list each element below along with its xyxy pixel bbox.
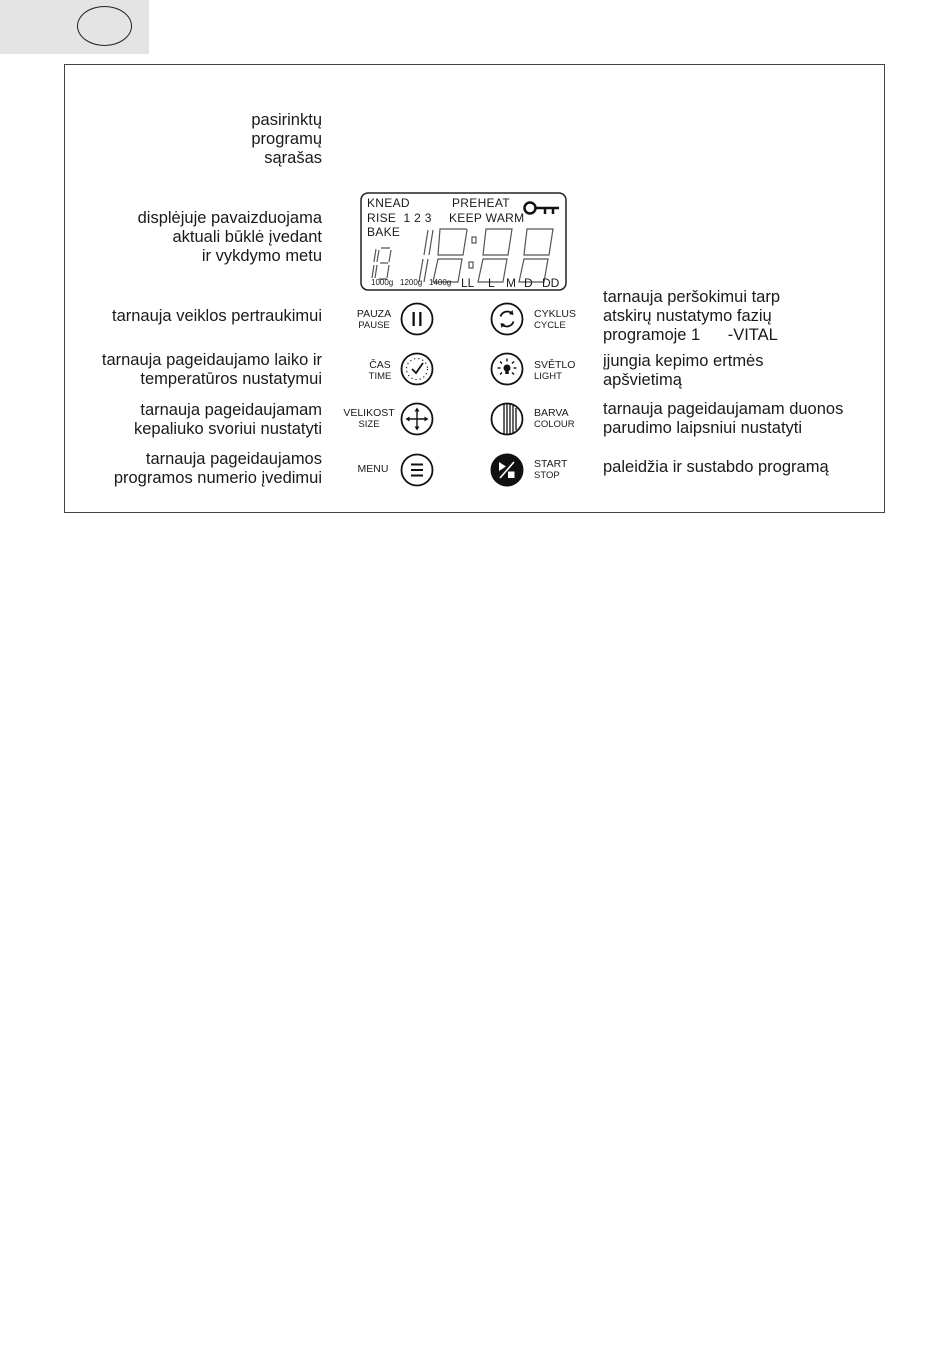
display-state-label [138, 209, 322, 266]
menu-label-main: MENU [357, 463, 389, 475]
pause-label-sub: PAUSE [358, 320, 390, 331]
hour-digit-2 [433, 229, 467, 282]
cycle-description [603, 288, 780, 345]
lcd-browning-d: D [524, 276, 533, 290]
clock-icon [407, 359, 428, 380]
light-label-sub: LIGHT [534, 371, 562, 382]
program-list-line-1: pasirinktų [251, 111, 322, 129]
start-label-main: START [534, 458, 568, 470]
time-description-line-1: tarnauja pageidaujamo laiko ir [101, 351, 322, 369]
cycle-button[interactable] [490, 302, 524, 336]
page-corner-tab [0, 0, 149, 54]
cycle-icon [501, 310, 514, 328]
pause-label-main: PAUZA [356, 308, 392, 320]
lcd-weight-1000: 1000g [371, 278, 394, 287]
pause-button-label [355, 309, 393, 331]
lcd-preheat: PREHEAT [452, 196, 510, 210]
light-description [603, 352, 764, 390]
cycle-description-line-1: tarnauja peršokimui tarp [603, 288, 781, 306]
colour-description [603, 400, 843, 438]
size-label-main: VELIKOST [343, 407, 395, 419]
display-state-line-3: ir vykdymo metu [201, 247, 322, 265]
menu-description [114, 450, 322, 488]
display-state-line-2: aktuali būklė įvedant [172, 228, 322, 246]
lcd-display [360, 192, 567, 291]
cycle-button-label [534, 309, 576, 331]
time-label-main: ČAS [369, 359, 391, 371]
lcd-keep-warm: KEEP WARM [449, 211, 525, 225]
colon-dot-bottom [469, 262, 473, 268]
lcd-browning-l: L [488, 276, 495, 290]
start-stop-button[interactable] [490, 453, 524, 487]
lcd-weight-1200: 1200g [400, 278, 423, 287]
start-description: paleidžia ir sustabdo programą [603, 458, 829, 476]
size-description [134, 401, 322, 439]
light-description-line-1: įjungia kepimo ertmės [603, 352, 764, 370]
light-icon [498, 359, 517, 375]
hour-digit-1 [419, 230, 433, 282]
menu-button-label [354, 464, 392, 475]
start-button-label [534, 459, 567, 481]
colour-icon [504, 404, 516, 435]
language-oval-badge [77, 6, 132, 46]
light-button[interactable] [490, 352, 524, 386]
light-button-label [534, 360, 575, 382]
size-button[interactable] [400, 402, 434, 436]
lcd-rise: RISE 1 2 3 [367, 211, 432, 225]
cycle-label-sub: CYCLE [534, 320, 566, 331]
lcd-browning-dd: DD [542, 276, 560, 290]
lcd-browning-m: M [506, 276, 516, 290]
time-button[interactable] [400, 352, 434, 386]
size-button-label [342, 408, 396, 430]
lcd-knead: KNEAD [367, 196, 410, 210]
program-list-line-3: sąrašas [264, 149, 322, 167]
program-number-digits [372, 248, 391, 279]
key-icon [525, 203, 560, 215]
size-label-sub: SIZE [358, 419, 380, 430]
light-label-main: SVĚTLO [534, 359, 576, 371]
menu-description-line-2: programos numerio įvedimui [113, 469, 322, 487]
colour-button-label [534, 408, 575, 430]
cycle-description-line-2: atskirų nustatymo fazių [603, 307, 772, 325]
pause-icon [413, 312, 422, 326]
lcd-weight-1400: 1400g [429, 278, 452, 287]
minute-digit-1 [478, 229, 512, 282]
light-description-line-2: apšvietimą [603, 371, 682, 389]
menu-description-line-1: tarnauja pageidaujamos [145, 450, 322, 468]
arrows-icon [406, 408, 429, 431]
program-list-label [251, 111, 322, 168]
lcd-bake: BAKE [367, 225, 401, 239]
size-description-line-1: tarnauja pageidaujamam [140, 401, 322, 419]
time-description-line-2: temperatūros nustatymui [140, 370, 322, 388]
start-label-sub: STOP [534, 470, 560, 481]
pause-description: tarnauja veiklos pertraukimui [111, 307, 322, 325]
colour-description-line-2: parudimo laipsniui nustatyti [603, 419, 803, 437]
time-label-sub: TIME [368, 371, 392, 382]
cycle-label-main: CYKLUS [534, 308, 577, 320]
pause-button[interactable] [400, 302, 434, 336]
display-state-line-1: displėjuje pavaizduojama [137, 209, 322, 227]
program-list-line-2: programų [251, 130, 322, 148]
lcd-browning-ll: LL [461, 276, 475, 290]
colour-label-sub: COLOUR [534, 419, 575, 430]
time-button-label [364, 360, 396, 382]
cycle-description-line-3: programoje 1 -VITAL [603, 326, 778, 344]
size-description-line-2: kepaliuko svoriui nustatyti [133, 420, 322, 438]
minute-digit-2 [519, 229, 553, 282]
colour-label-main: BARVA [534, 407, 569, 419]
menu-button[interactable] [400, 453, 434, 487]
colour-description-line-1: tarnauja pageidaujamam duonos [603, 400, 844, 418]
time-description [102, 351, 322, 389]
colour-button[interactable] [490, 402, 524, 436]
menu-icon [411, 465, 423, 476]
colon-dot-top [472, 237, 476, 243]
